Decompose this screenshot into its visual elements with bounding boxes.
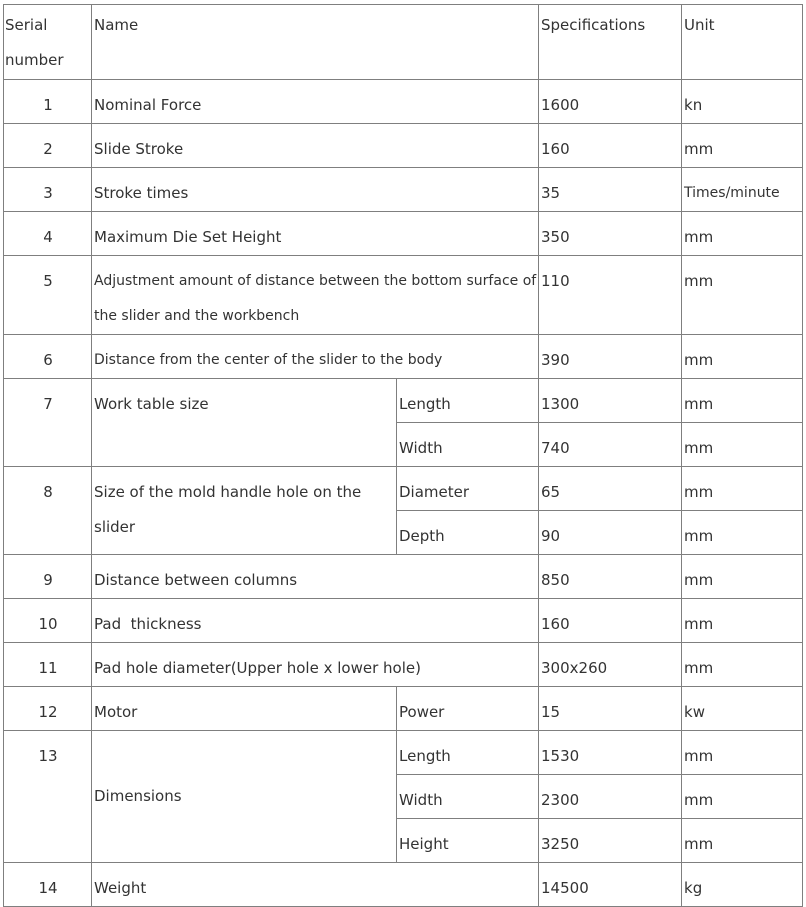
header-serial-number: Serial number	[4, 5, 92, 80]
serial-cell: 12	[4, 687, 92, 731]
name-cell: Dimensions	[92, 731, 397, 863]
serial-cell: 14	[4, 863, 92, 907]
table-row	[4, 599, 803, 643]
table-row	[4, 80, 803, 124]
sub-label-cell: Depth	[397, 511, 539, 555]
serial-cell: 10	[4, 599, 92, 643]
spec-cell: 300x260	[539, 643, 682, 687]
unit-cell: mm	[682, 775, 803, 819]
table-header-row	[4, 5, 803, 80]
name-cell: Distance from the center of the slider to the body	[92, 335, 539, 379]
name-cell: Stroke times	[92, 168, 539, 212]
name-cell: Work table size	[92, 379, 397, 467]
spec-cell: 65	[539, 467, 682, 511]
serial-cell: 7	[4, 379, 92, 467]
table-row	[4, 124, 803, 168]
sub-label-cell: Width	[397, 423, 539, 467]
spec-cell: 15	[539, 687, 682, 731]
unit-cell: mm	[682, 212, 803, 256]
spec-cell: 390	[539, 335, 682, 379]
unit-cell: mm	[682, 511, 803, 555]
name-cell: Pad thickness	[92, 599, 539, 643]
spec-cell: 90	[539, 511, 682, 555]
spec-cell: 740	[539, 423, 682, 467]
unit-cell: mm	[682, 731, 803, 775]
unit-cell: mm	[682, 599, 803, 643]
name-cell: Motor	[92, 687, 397, 731]
specifications-table	[3, 4, 803, 907]
table-row	[4, 467, 803, 511]
table-row	[4, 555, 803, 599]
header-name: Name	[92, 5, 539, 80]
spec-cell: 1530	[539, 731, 682, 775]
serial-cell: 8	[4, 467, 92, 555]
unit-cell: mm	[682, 467, 803, 511]
name-cell: Nominal Force	[92, 80, 539, 124]
serial-cell: 13	[4, 731, 92, 863]
spec-cell: 850	[539, 555, 682, 599]
unit-cell: mm	[682, 643, 803, 687]
serial-cell: 6	[4, 335, 92, 379]
unit-cell: kw	[682, 687, 803, 731]
table-row	[4, 212, 803, 256]
name-cell: Slide Stroke	[92, 124, 539, 168]
sub-label-cell: Height	[397, 819, 539, 863]
header-unit: Unit	[682, 5, 803, 80]
name-cell: Size of the mold handle hole on the slider	[92, 467, 397, 555]
serial-cell: 11	[4, 643, 92, 687]
spec-cell: 160	[539, 599, 682, 643]
table-row	[4, 643, 803, 687]
spec-cell: 14500	[539, 863, 682, 907]
sub-label-cell: Diameter	[397, 467, 539, 511]
name-cell: Distance between columns	[92, 555, 539, 599]
unit-cell: mm	[682, 819, 803, 863]
name-cell: Weight	[92, 863, 539, 907]
spec-cell: 3250	[539, 819, 682, 863]
unit-cell: mm	[682, 256, 803, 335]
spec-cell: 2300	[539, 775, 682, 819]
serial-cell: 4	[4, 212, 92, 256]
spec-cell: 110	[539, 256, 682, 335]
unit-cell: mm	[682, 124, 803, 168]
spec-cell: 350	[539, 212, 682, 256]
sub-label-cell: Length	[397, 379, 539, 423]
unit-cell: kg	[682, 863, 803, 907]
serial-cell: 9	[4, 555, 92, 599]
serial-cell: 1	[4, 80, 92, 124]
sub-label-cell: Power	[397, 687, 539, 731]
serial-cell: 5	[4, 256, 92, 335]
name-cell: Adjustment amount of distance between the bottom surface of the slider and the workbench	[92, 256, 539, 335]
unit-cell: Times/minute	[682, 168, 803, 212]
sub-label-cell: Length	[397, 731, 539, 775]
unit-cell: kn	[682, 80, 803, 124]
header-specifications: Specifications	[539, 5, 682, 80]
table-row	[4, 687, 803, 731]
unit-cell: mm	[682, 335, 803, 379]
sub-label-cell: Width	[397, 775, 539, 819]
spec-cell: 35	[539, 168, 682, 212]
name-cell: Maximum Die Set Height	[92, 212, 539, 256]
serial-cell: 2	[4, 124, 92, 168]
spec-cell: 1300	[539, 379, 682, 423]
unit-cell: mm	[682, 379, 803, 423]
unit-cell: mm	[682, 423, 803, 467]
table-row	[4, 731, 803, 775]
serial-cell: 3	[4, 168, 92, 212]
table-row	[4, 863, 803, 907]
spec-cell: 160	[539, 124, 682, 168]
name-cell: Pad hole diameter(Upper hole x lower hole)	[92, 643, 539, 687]
unit-cell: mm	[682, 555, 803, 599]
table-row	[4, 335, 803, 379]
spec-cell: 1600	[539, 80, 682, 124]
table-row	[4, 168, 803, 212]
table-row	[4, 256, 803, 335]
table-row	[4, 379, 803, 423]
